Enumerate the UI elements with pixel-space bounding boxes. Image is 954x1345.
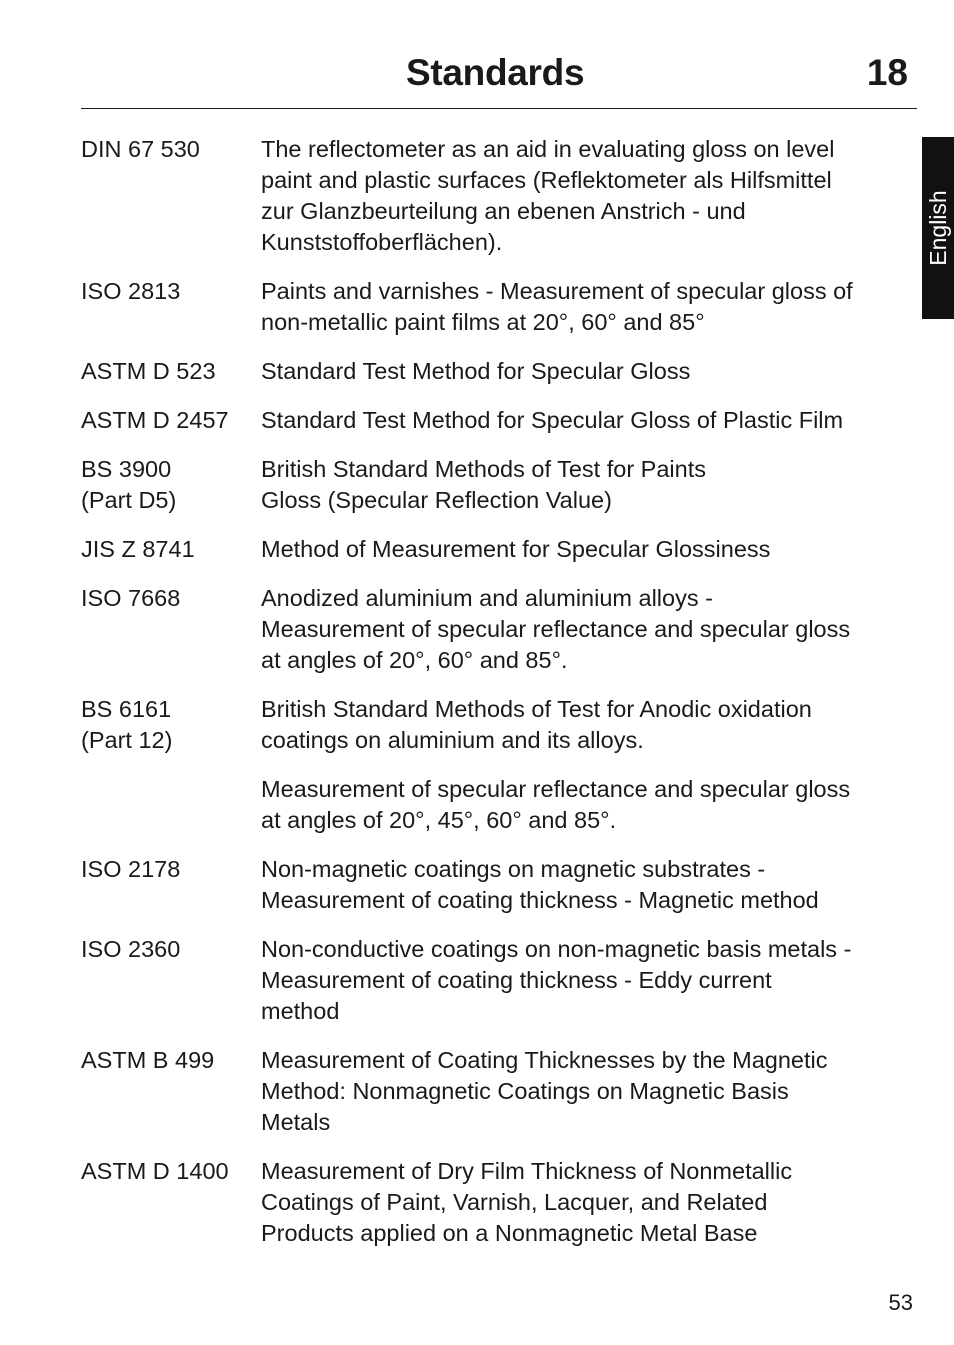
standard-code: ASTM D 523 [81, 358, 216, 384]
standard-description: Measurement of Coating Thicknesses by the Magnetic Method: Nonmagnetic Coatings on Magnetic Basis Metals [261, 1047, 828, 1135]
standard-code [81, 774, 261, 836]
standard-description: Anodized aluminium and aluminium alloys - Measurement of specular reflectance and specular gloss at angles of 20°, 60° and 85°. [261, 585, 851, 673]
standard-description: Paints and varnishes - Measurement of specular gloss of non-metallic paint films at 20°, 60° and 85° [261, 278, 853, 335]
language-tab [922, 137, 954, 319]
standard-code: ISO 7668 [81, 585, 181, 611]
standard-description: British Standard Methods of Test for Paints Gloss (Specular Reflection Value) [261, 456, 706, 513]
header-divider [81, 108, 917, 109]
standard-description: Standard Test Method for Specular Gloss [261, 358, 691, 384]
standard-entry [81, 583, 917, 676]
standard-description: Measurement of Dry Film Thickness of Nonmetallic Coatings of Paint, Varnish, Lacquer, and Related Products applied on a Nonmagnetic Metal Base [261, 1158, 793, 1246]
standard-entry [81, 276, 917, 338]
standard-description: The reflectometer as an aid in evaluating gloss on level paint and plastic surfaces (Reflektometer als Hilfsmittel zur Glanzbeurteilung an ebenen Anstrich - und Kunststoffoberflächen). [261, 136, 835, 255]
standard-code: ISO 2360 [81, 936, 181, 962]
standard-entry [81, 405, 917, 436]
standard-description: Standard Test Method for Specular Gloss of Plastic Film [261, 407, 844, 433]
standard-code: ASTM D 1400 [81, 1158, 229, 1184]
standard-description: Method of Measurement for Specular Glossiness [261, 536, 771, 562]
standard-entry [81, 934, 917, 1027]
standard-entry [81, 694, 917, 756]
standard-description: Non-magnetic coatings on magnetic substrates - Measurement of coating thickness - Magnetic method [261, 856, 819, 913]
standard-entry [81, 356, 917, 387]
standard-code: BS 3900 (Part D5) [81, 456, 177, 513]
standard-code: JIS Z 8741 [81, 536, 195, 562]
standard-entry [81, 1045, 917, 1138]
standard-description: British Standard Methods of Test for Anodic oxidation coatings on aluminium and its alloys. [261, 696, 812, 753]
standard-entry [81, 454, 917, 516]
standard-code: ISO 2178 [81, 856, 181, 882]
standard-entry [81, 534, 917, 565]
chapter-number: 18 [866, 52, 908, 93]
page-title: Standards [406, 52, 585, 93]
standard-code: ISO 2813 [81, 278, 181, 304]
standard-entry [81, 854, 917, 916]
standard-code: BS 6161 (Part 12) [81, 696, 173, 753]
standard-entry [81, 134, 917, 258]
standard-code: ASTM B 499 [81, 1047, 215, 1073]
standard-description: Measurement of specular reflectance and specular gloss at angles of 20°, 45°, 60° and 85°. [261, 776, 851, 833]
standard-code: ASTM D 2457 [81, 407, 229, 433]
language-tab-label: English [925, 190, 951, 266]
standard-entry [81, 774, 917, 836]
standard-entry [81, 1156, 917, 1249]
standard-description: Non-conductive coatings on non-magnetic basis metals - Measurement of coating thickness - Eddy current method [261, 936, 852, 1024]
standards-list [81, 134, 917, 1267]
standard-code: DIN 67 530 [81, 136, 200, 162]
page-number: 53 [888, 1290, 913, 1315]
